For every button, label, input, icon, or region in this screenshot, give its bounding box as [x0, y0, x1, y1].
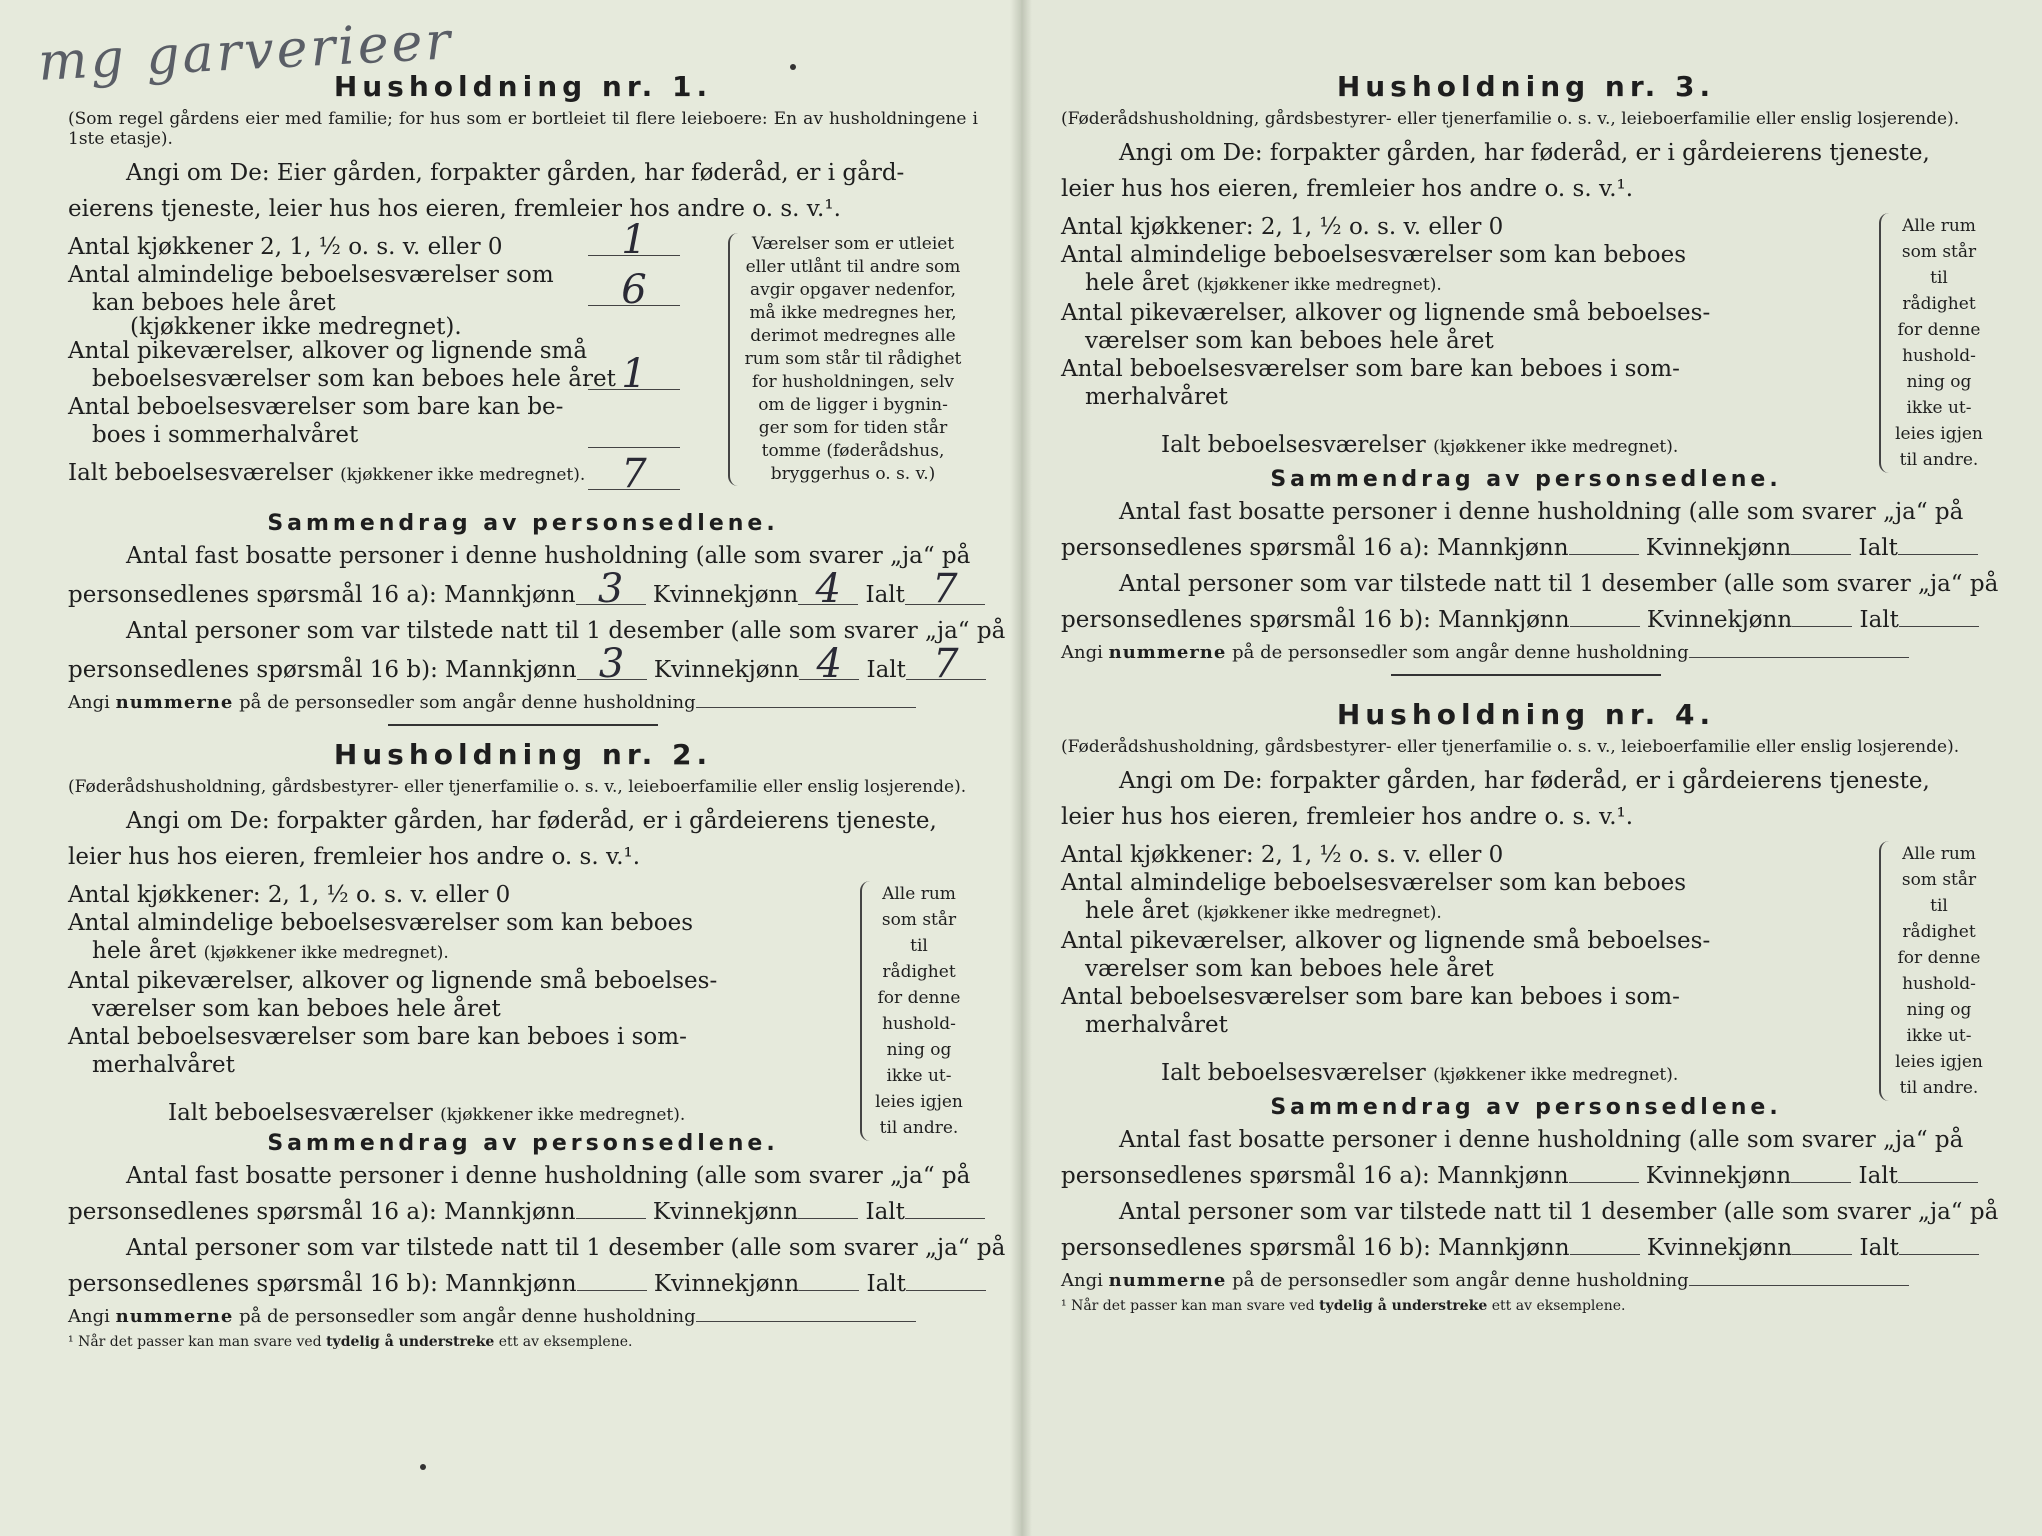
h1-summer-rooms-label-b: boes i sommerhalvåret [92, 422, 359, 448]
h4-resident-male[interactable] [1569, 1182, 1639, 1183]
h3-male-label: personsedlenes spørsmål 16 a): Mannkjønn [1061, 535, 1569, 561]
h4-total-label: Ialt [1859, 1235, 1899, 1261]
h3-present-male[interactable] [1570, 626, 1640, 627]
household-3-angi-line-2: leier hus hos eieren, fremleier hos andre o. s. v.¹. [1061, 176, 1634, 202]
household-2-rooms [68, 881, 978, 1138]
h2-male-label: personsedlenes spørsmål 16 b): Mannkjønn [68, 1271, 577, 1297]
h2-present-female[interactable] [799, 1290, 859, 1291]
h4-side-line: Alle rum [1902, 844, 1976, 864]
h1-summer-rooms-label-a: Antal beboelsesværelser som bare kan be- [68, 394, 564, 420]
h3-resident-total[interactable] [1898, 554, 1978, 555]
h4-side-line: leies igjen [1895, 1052, 1983, 1072]
household-2-title: Husholdning nr. 2. [333, 738, 713, 771]
h3-summary-line-2a: Antal personer som var tilstede natt til 1 desember (alle som svarer „ja“ på [1119, 571, 1999, 597]
h1-resident-total[interactable]: 7 [905, 574, 985, 605]
h3-ordinary-rooms-label-a: Antal almindelige beboelsesværelser som kan beboes [1061, 242, 1687, 268]
right-footnote [1061, 1298, 1991, 1314]
h3-resident-male[interactable] [1569, 554, 1639, 555]
h3-summer-rooms-label-b: merhalvåret [1085, 384, 1228, 410]
household-1-note: (Som regel gårdens eier med familie; for hus som er bortleiet til flere leieboere: En av husholdningene i 1ste etasje). [68, 109, 978, 149]
h2-side-line: rådighet [882, 962, 956, 982]
h4-side-line: for denne [1897, 948, 1981, 968]
h1-total-rooms-note: (kjøkkener ikke medregnet). [340, 465, 586, 485]
h3-female-label: Kvinnekjønn [1645, 535, 1792, 561]
h3-summary-line-1b [1061, 530, 1991, 566]
h1-summary-line-2a: Antal personer som var tilstede natt til 1 desember (alle som svarer „ja“ på [126, 618, 1006, 644]
right-footnote-pre: ¹ Når det passer kan man svare ved [1061, 1298, 1315, 1314]
h4-summer-rooms-label-b: merhalvåret [1085, 1012, 1228, 1038]
h4-total-rooms-label [1061, 1059, 1721, 1089]
h4-summary-line-1a: Antal fast bosatte personer i denne husholdning (alle som svarer „ja“ på [1119, 1127, 1964, 1153]
h4-numbers-pre: Angi [1061, 1270, 1103, 1291]
h3-side-line: ning og [1906, 372, 1972, 392]
h2-numbers-post: på de personsedler som angår denne husholdning [239, 1306, 696, 1327]
h2-total-rooms-note: (kjøkkener ikke medregnet). [440, 1105, 686, 1125]
household-1-angi-line-1: Angi om De: Eier gården, forpakter gården, har føderåd, er i gård- [126, 160, 905, 186]
h4-summary-line-1b [1061, 1158, 1991, 1194]
h2-resident-total[interactable] [905, 1218, 985, 1219]
household-4 [1061, 698, 1999, 1314]
h1-resident-male[interactable]: 3 [576, 574, 646, 605]
h4-side-line: ikke ut- [1906, 1026, 1972, 1046]
h2-female-label: Kvinnekjønn [652, 1199, 799, 1225]
household-4-rooms [1061, 841, 1991, 1098]
h2-present-total[interactable] [906, 1290, 986, 1291]
h4-male-label: personsedlenes spørsmål 16 b): Mannkjønn [1061, 1235, 1570, 1261]
h1-ordinary-rooms-note: (kjøkkener ikke medregnet). [130, 314, 462, 340]
h1-kitchens-label: Antal kjøkkener 2, 1, ½ o. s. v. eller 0 [68, 234, 503, 260]
h4-present-male[interactable] [1570, 1254, 1640, 1255]
h2-total-label: Ialt [865, 1199, 905, 1225]
h4-summary-line-2a: Antal personer som var tilstede natt til 1 desember (alle som svarer „ja“ på [1119, 1199, 1999, 1225]
h3-side-line: hushold- [1902, 346, 1976, 366]
h3-side-line: ikke ut- [1906, 398, 1972, 418]
h3-summary-line-2b [1061, 602, 1991, 638]
right-footnote-post: ett av eksemplene. [1491, 1298, 1626, 1314]
h3-divider [1391, 674, 1661, 676]
h2-ordinary-rooms-label-b [68, 937, 708, 967]
h2-resident-female[interactable] [798, 1218, 858, 1219]
h3-numbers-field[interactable] [1689, 657, 1909, 658]
household-1-angi-line-2: eierens tjeneste, leier hus hos eieren, fremleier hos andre o. s. v.¹. [68, 196, 841, 222]
h4-side-line: hushold- [1902, 974, 1976, 994]
h2-side-line: for denne [877, 988, 961, 1008]
h4-numbers-post: på de personsedler som angår denne husholdning [1232, 1270, 1689, 1291]
h1-side-line: må ikke medregnes her, [749, 303, 957, 323]
h3-present-total[interactable] [1899, 626, 1979, 627]
h3-summary-line-1a: Antal fast bosatte personer i denne husholdning (alle som svarer „ja“ på [1119, 499, 1964, 525]
h3-male-label: personsedlenes spørsmål 16 b): Mannkjønn [1061, 607, 1570, 633]
h3-total-rooms-note: (kjøkkener ikke medregnet). [1433, 437, 1679, 457]
household-1 [68, 70, 1006, 726]
h1-side-line: eller utlånt til andre som [745, 257, 961, 277]
h1-kitchens-answer[interactable]: 1 [588, 225, 680, 256]
handwritten-note: mg garverieer [36, 11, 455, 93]
h1-total-label: Ialt [865, 582, 905, 608]
h1-side-line: om de ligger i bygnin- [758, 395, 948, 415]
h1-side-line: rum som står til rådighet [744, 349, 962, 369]
h4-side-line: som står til [1901, 870, 1977, 916]
h4-resident-female[interactable] [1791, 1182, 1851, 1183]
h4-ordinary-rooms-text: hele året [1085, 898, 1190, 924]
household-3-note: (Føderådshusholdning, gårdsbestyrer- eller tjenerfamilie o. s. v., leieboerfamilie eller enslig losjerende). [1061, 109, 1960, 129]
h3-total-rooms-label [1061, 431, 1721, 461]
h1-male-label: personsedlenes spørsmål 16 b): Mannkjønn [68, 657, 577, 683]
h1-small-rooms-label-b: beboelsesværelser som kan beboes hele året [92, 366, 616, 392]
h3-ordinary-rooms-text: hele året [1085, 270, 1190, 296]
h4-present-female[interactable] [1792, 1254, 1852, 1255]
h2-summary-line-1a: Antal fast bosatte personer i denne husholdning (alle som svarer „ja“ på [126, 1163, 971, 1189]
left-footnote-bold: tydelig å understreke [326, 1334, 495, 1350]
h2-ordinary-rooms-label-a: Antal almindelige beboelsesværelser som kan beboes [68, 910, 694, 936]
h1-numbers-field[interactable] [696, 707, 916, 708]
right-page [1021, 0, 2042, 1536]
h3-side-note [1879, 213, 1985, 473]
left-footnote-pre: ¹ Når det passer kan man svare ved [68, 1334, 322, 1350]
h2-summer-rooms-label-a: Antal beboelsesværelser som bare kan beboes i som- [68, 1024, 687, 1050]
h2-female-label: Kvinnekjønn [653, 1271, 800, 1297]
h3-resident-female[interactable] [1791, 554, 1851, 555]
h2-side-line: til andre. [879, 1118, 959, 1138]
h4-male-label: personsedlenes spørsmål 16 a): Mannkjønn [1061, 1163, 1569, 1189]
h2-total-label: Ialt [866, 1271, 906, 1297]
h4-summary-line-2b [1061, 1230, 1991, 1266]
h2-numbers-line [68, 1302, 978, 1332]
h1-ordinary-rooms-label-b: kan beboes hele året [92, 290, 336, 316]
h4-present-total[interactable] [1899, 1254, 1979, 1255]
h3-ordinary-rooms-note: (kjøkkener ikke medregnet). [1196, 275, 1442, 295]
household-3 [1061, 70, 1999, 676]
h4-side-note [1879, 841, 1985, 1101]
household-1-rooms [68, 217, 978, 497]
h4-numbers-line [1061, 1266, 1991, 1296]
h2-side-line: leies igjen [875, 1092, 963, 1112]
h2-numbers-field[interactable] [696, 1321, 916, 1322]
h1-male-label: personsedlenes spørsmål 16 a): Mannkjønn [68, 582, 576, 608]
h4-small-rooms-label-b: værelser som kan beboes hele året [1085, 956, 1494, 982]
h4-total-label: Ialt [1858, 1163, 1898, 1189]
h3-summary-heading: Sammendrag av personsedlene. [1270, 467, 1782, 492]
h1-total-rooms-label [68, 459, 588, 489]
h1-total-rooms-answer[interactable]: 7 [588, 459, 680, 490]
household-2-angi-line-2: leier hus hos eieren, fremleier hos andre o. s. v.¹. [68, 844, 641, 870]
h3-numbers-bold: nummerne [1108, 642, 1227, 663]
h4-side-line: ning og [1906, 1000, 1972, 1020]
h3-side-line: Alle rum [1902, 216, 1976, 236]
h4-summer-rooms-label-a: Antal beboelsesværelser som bare kan beboes i som- [1061, 984, 1680, 1010]
h1-total-label: Ialt [866, 657, 906, 683]
page-gutter [1010, 0, 1032, 1536]
right-footnote-bold: tydelig å understreke [1319, 1298, 1488, 1314]
household-2-note: (Føderådshusholdning, gårdsbestyrer- eller tjenerfamilie o. s. v., leieboerfamilie eller enslig losjerende). [68, 777, 967, 797]
h1-summary-heading: Sammendrag av personsedlene. [267, 511, 779, 536]
h4-small-rooms-label-a: Antal pikeværelser, alkover og lignende små beboelses- [1061, 928, 1711, 954]
h1-present-female[interactable]: 4 [799, 649, 859, 680]
h1-numbers-pre: Angi [68, 692, 110, 713]
h1-total-rooms-text: Ialt beboelsesværelser [68, 460, 333, 486]
left-footnote-post: ett av eksemplene. [498, 1334, 633, 1350]
h1-female-label: Kvinnekjønn [652, 582, 799, 608]
h2-side-note [860, 881, 964, 1141]
h2-side-line: ning og [886, 1040, 952, 1060]
household-2 [68, 738, 1006, 1350]
h1-summary-line-2b [68, 641, 978, 688]
h1-numbers-post: på de personsedler som angår denne husholdning [239, 692, 696, 713]
h2-numbers-bold: nummerne [115, 1306, 234, 1327]
h3-numbers-pre: Angi [1061, 642, 1103, 663]
h3-female-label: Kvinnekjønn [1646, 607, 1793, 633]
h1-summer-rooms-answer[interactable] [588, 417, 680, 448]
h1-divider [388, 724, 658, 726]
h1-side-line: ger som for tiden står [758, 418, 948, 438]
h2-summary-line-2b [68, 1266, 978, 1302]
h1-small-rooms-answer[interactable]: 1 [588, 359, 680, 390]
h1-present-male[interactable]: 3 [577, 649, 647, 680]
h1-female-label: Kvinnekjønn [653, 657, 800, 683]
h2-present-male[interactable] [577, 1290, 647, 1291]
h3-kitchens-label: Antal kjøkkener: 2, 1, ½ o. s. v. eller 0 [1061, 214, 1504, 240]
h1-present-total[interactable]: 7 [906, 649, 986, 680]
h1-small-rooms-label-a: Antal pikeværelser, alkover og lignende små [68, 338, 588, 364]
h1-side-line: bryggerhus o. s. v.) [770, 464, 936, 484]
h3-side-line: for denne [1897, 320, 1981, 340]
h2-male-label: personsedlenes spørsmål 16 a): Mannkjønn [68, 1199, 576, 1225]
h3-total-label: Ialt [1858, 535, 1898, 561]
h1-side-note [728, 233, 964, 486]
h3-numbers-line [1061, 638, 1991, 668]
household-3-title: Husholdning nr. 3. [1336, 70, 1716, 103]
household-4-angi-line-2: leier hus hos eieren, fremleier hos andre o. s. v.¹. [1061, 804, 1634, 830]
h4-numbers-bold: nummerne [1108, 1270, 1227, 1291]
h1-numbers-bold: nummerne [115, 692, 234, 713]
h1-side-line: avgir opgaver nedenfor, [749, 280, 956, 300]
h4-resident-total[interactable] [1898, 1182, 1978, 1183]
left-content [68, 70, 1006, 1350]
h3-ordinary-rooms-label-b [1061, 269, 1721, 299]
h2-ordinary-rooms-note: (kjøkkener ikke medregnet). [203, 943, 449, 963]
h1-side-line: tomme (føderådshus, [761, 441, 945, 461]
h3-total-rooms-text: Ialt beboelsesværelser [1161, 432, 1426, 458]
h2-side-line: ikke ut- [886, 1066, 952, 1086]
household-2-angi-line-1: Angi om De: forpakter gården, har føderåd, er i gårdeierens tjeneste, [126, 808, 937, 834]
h1-summary-line-1b [68, 566, 978, 613]
household-3-angi-line-1: Angi om De: forpakter gården, har føderåd, er i gårdeierens tjeneste, [1119, 140, 1930, 166]
h3-summer-rooms-label-a: Antal beboelsesværelser som bare kan beboes i som- [1061, 356, 1680, 382]
h2-side-line: hushold- [882, 1014, 956, 1034]
h2-summary-line-2a: Antal personer som var tilstede natt til 1 desember (alle som svarer „ja“ på [126, 1235, 1006, 1261]
h2-small-rooms-label-a: Antal pikeværelser, alkover og lignende små beboelses- [68, 968, 718, 994]
h3-present-female[interactable] [1792, 626, 1852, 627]
household-3-rooms [1061, 213, 1991, 470]
h2-side-line: Alle rum [882, 884, 956, 904]
h1-ordinary-rooms-answer[interactable]: 6 [588, 275, 680, 306]
household-1-title: Husholdning nr. 1. [333, 70, 713, 103]
h4-female-label: Kvinnekjønn [1645, 1163, 1792, 1189]
household-4-angi-line-1: Angi om De: forpakter gården, har føderåd, er i gårdeierens tjeneste, [1119, 768, 1930, 794]
household-4-title: Husholdning nr. 4. [1336, 698, 1716, 731]
right-content [1061, 70, 1999, 1314]
h2-summary-heading: Sammendrag av personsedlene. [267, 1131, 779, 1156]
h1-ordinary-rooms-label-a: Antal almindelige beboelsesværelser som [68, 262, 554, 288]
h4-summary-heading: Sammendrag av personsedlene. [1270, 1095, 1782, 1120]
h1-side-line: derimot medregnes alle [750, 326, 956, 346]
h1-summary-line-1a: Antal fast bosatte personer i denne husholdning (alle som svarer „ja“ på [126, 543, 971, 569]
h2-side-line: som står til [881, 910, 957, 956]
h3-numbers-post: på de personsedler som angår denne husholdning [1232, 642, 1689, 663]
h4-total-rooms-text: Ialt beboelsesværelser [1161, 1060, 1426, 1086]
h2-ordinary-rooms-text: hele året [92, 938, 197, 964]
h4-side-line: til andre. [1899, 1078, 1979, 1098]
h3-small-rooms-label-b: værelser som kan beboes hele året [1085, 328, 1494, 354]
household-4-note: (Føderådshusholdning, gårdsbestyrer- eller tjenerfamilie o. s. v., leieboerfamilie eller enslig losjerende). [1061, 737, 1960, 757]
h4-ordinary-rooms-label-b [1061, 897, 1721, 927]
h1-side-line: for husholdningen, selv [751, 372, 955, 392]
ink-dot [420, 1464, 426, 1470]
h2-total-rooms-label [68, 1099, 708, 1129]
h2-total-rooms-text: Ialt beboelsesværelser [168, 1100, 433, 1126]
h1-side-line: Værelser som er utleiet [751, 234, 955, 254]
h2-resident-male[interactable] [576, 1218, 646, 1219]
h2-summer-rooms-label-b: merhalvåret [92, 1052, 235, 1078]
h3-small-rooms-label-a: Antal pikeværelser, alkover og lignende små beboelses- [1061, 300, 1711, 326]
h4-total-rooms-note: (kjøkkener ikke medregnet). [1433, 1065, 1679, 1085]
h2-numbers-pre: Angi [68, 1306, 110, 1327]
h2-small-rooms-label-b: værelser som kan beboes hele året [92, 996, 501, 1022]
h2-summary-line-1b [68, 1194, 978, 1230]
h4-ordinary-rooms-label-a: Antal almindelige beboelsesværelser som kan beboes [1061, 870, 1687, 896]
h3-total-label: Ialt [1859, 607, 1899, 633]
h3-side-line: til andre. [1899, 450, 1979, 470]
h1-resident-female[interactable]: 4 [798, 574, 858, 605]
h4-numbers-field[interactable] [1689, 1285, 1909, 1286]
h1-numbers-line [68, 688, 978, 718]
h4-female-label: Kvinnekjønn [1646, 1235, 1793, 1261]
h4-ordinary-rooms-note: (kjøkkener ikke medregnet). [1196, 903, 1442, 923]
h2-kitchens-label: Antal kjøkkener: 2, 1, ½ o. s. v. eller 0 [68, 882, 511, 908]
h3-side-line: leies igjen [1895, 424, 1983, 444]
h4-kitchens-label: Antal kjøkkener: 2, 1, ½ o. s. v. eller 0 [1061, 842, 1504, 868]
h3-side-line: rådighet [1902, 294, 1976, 314]
h4-side-line: rådighet [1902, 922, 1976, 942]
h3-side-line: som står til [1901, 242, 1977, 288]
left-footnote [68, 1334, 978, 1350]
